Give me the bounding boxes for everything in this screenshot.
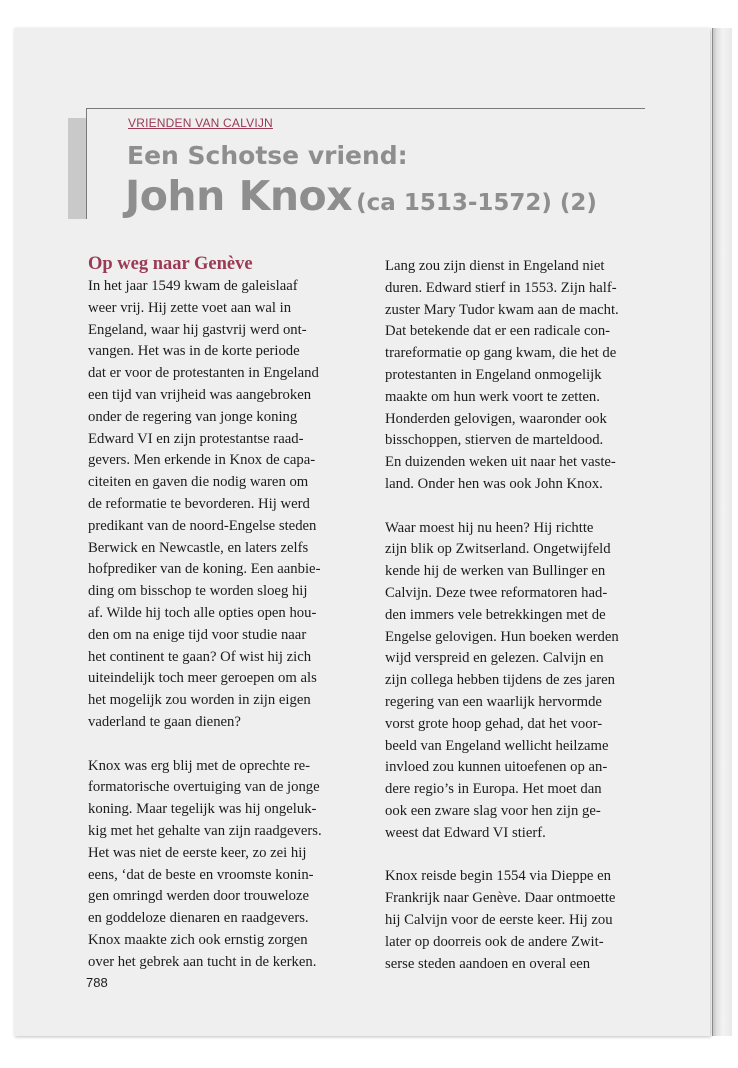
text-line: citeiten en gaven die nodig waren om (88, 474, 309, 491)
text-line: duren. Edward stierf in 1553. Zijn half- (385, 279, 617, 296)
text-line: onder de regering van jonge koning (88, 408, 298, 425)
text-line: het continent te gaan? Of wist hij zich (88, 648, 312, 665)
text-line: dat er voor de protestanten in Engeland (88, 365, 319, 382)
text-line: protestanten in Engeland onmogelijk (385, 366, 602, 383)
text-line: ook een zware slag voor hen zijn ge- (385, 802, 601, 819)
left-column-text (88, 276, 360, 974)
text-line: gen omringd werden door trouweloze (88, 888, 310, 905)
text-line: Berwick en Newcastle, en laters zelfs (88, 539, 309, 556)
text-line: beeld van Engeland wellicht heilzame (385, 737, 609, 754)
text-line: vaderland te gaan dienen? (88, 713, 241, 730)
text-line: eens, ‘dat de beste en vroomste konin- (88, 866, 314, 883)
text-line: invloed zou kunnen uitoefenen op an- (385, 759, 608, 776)
text-line: Calvijn. Deze twee reformatoren had- (385, 584, 608, 601)
text-line: den om na enige tijd voor studie naar (88, 626, 307, 643)
text-line: maakte om hun werk voort te zetten. (385, 388, 600, 405)
text-line: Dat betekende dat er een radicale con- (385, 323, 611, 340)
text-line: vangen. Het was in de korte periode (88, 343, 300, 360)
text-line: predikant van de noord-Engelse steden (88, 517, 317, 534)
text-line: het mogelijk zou worden in zijn eigen (88, 692, 311, 709)
text-line: hij Calvijn voor de eerste keer. Hij zou (385, 911, 613, 928)
text-line: Waar moest hij nu heen? Hij richtte (385, 519, 594, 536)
text-line: een tijd van vrijheid was aangebroken (88, 386, 312, 403)
text-line: uiteindelijk toch meer geroepen om als (88, 670, 317, 687)
text-line: af. Wilde hij toch alle opties open hou- (88, 604, 317, 621)
text-line: ding om bisschop te worden sloeg hij (88, 583, 308, 600)
title-name: John Knox (125, 172, 353, 220)
paragraph-gap (385, 496, 661, 518)
text-line: en goddeloze dienaren en raadgevers. (88, 910, 309, 927)
text-line: koning. Maar tegelijk was hij ongeluk- (88, 801, 317, 818)
text-line: serse steden aandoen en overal een (385, 955, 591, 972)
title-accent-bar (68, 118, 86, 219)
text-line: over het gebrek aan tucht in de kerken. (88, 953, 317, 970)
text-line: formatorische overtuiging van de jonge (88, 779, 320, 796)
text-line: regering van een waarlijk hervormde (385, 693, 602, 710)
text-line: weest dat Edward VI stierf. (385, 824, 546, 841)
text-line: Lang zou zijn dienst in Engeland niet (385, 258, 605, 274)
left-column (88, 252, 360, 974)
text-line: kig met het gehalte van zijn raadgevers. (88, 822, 322, 839)
text-line: weer vrij. Hij zette voet aan wal in (88, 299, 292, 316)
text-line: gevers. Men erkende in Knox de capa- (88, 452, 316, 469)
text-line: Knox maakte zich ook ernstig zorgen (88, 931, 308, 948)
text-line: zuster Mary Tudor kwam aan de macht. (385, 301, 619, 318)
right-column (385, 256, 661, 975)
text-line: de reformatie te bevorderen. Hij werd (88, 495, 310, 512)
right-column-text (385, 256, 661, 975)
text-line: zijn blik op Zwitserland. Ongetwijfeld (385, 541, 611, 558)
paragraph-gap (385, 845, 661, 867)
title-dates: (ca 1513-1572) (2) (356, 190, 597, 216)
text-line: zijn collega hebben tijdens de zes jaren (385, 672, 616, 689)
text-line: In het jaar 1549 kwam de galeislaaf (88, 278, 298, 294)
article-subtitle: Een Schotse vriend: (127, 141, 408, 170)
paragraph-gap (88, 734, 360, 756)
text-line: Edward VI en zijn protestantse raad- (88, 430, 304, 447)
text-line: Knox was erg blij met de oprechte re- (88, 757, 311, 774)
text-line: Honderden gelovigen, waaronder ook (385, 410, 607, 427)
text-line: wijd verspreid en gelezen. Calvijn en (385, 650, 604, 667)
text-line: hofprediker van de koning. Een aanbie- (88, 561, 321, 578)
text-line: later op doorreis ook de andere Zwit- (385, 933, 604, 950)
text-line: Frankrijk naar Genève. Daar ontmoette (385, 890, 616, 907)
text-line: bisschoppen, stierven de marteldood. (385, 432, 604, 449)
page-edge (712, 28, 732, 1036)
text-line: land. Onder hen was ook John Knox. (385, 475, 603, 492)
text-line: vorst grote hoop gehad, dat het voor- (385, 715, 603, 732)
text-line: den immers vele betrekkingen met de (385, 606, 606, 623)
series-kicker: VRIENDEN VAN CALVIJN (128, 116, 273, 130)
text-line: dere regio’s in Europa. Het moet dan (385, 781, 602, 798)
page-number: 788 (86, 975, 108, 990)
section-heading: Op weg naar Genève (88, 254, 253, 274)
text-line: Knox reisde begin 1554 via Dieppe en (385, 868, 611, 885)
text-line: En duizenden weken uit naar het vaste- (385, 454, 616, 471)
text-line: Engelse gelovigen. Hun boeken werden (385, 628, 619, 645)
article-title (125, 172, 597, 220)
text-line: Engeland, waar hij gastvrij werd ont- (88, 321, 307, 338)
text-line: Het was niet de eerste keer, zo zei hij (88, 844, 307, 861)
text-line: kende hij de werken van Bullinger en (385, 563, 606, 580)
text-line: trareformatie op gang kwam, die het de (385, 345, 617, 362)
